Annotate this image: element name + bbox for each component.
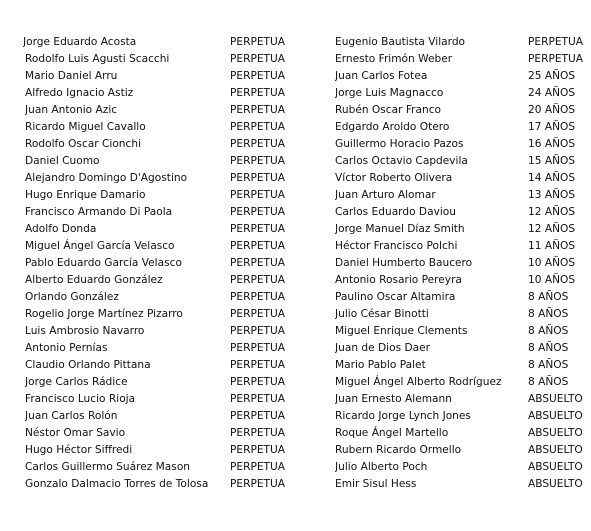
right-name: Antonio Rosario Pereyra [335, 274, 462, 286]
right-name: Roque Ángel Martello [335, 427, 449, 439]
right-name: Paulino Oscar Altamira [335, 291, 456, 303]
right-sentence: 10 AÑOS [528, 274, 576, 286]
left-name: Orlando González [25, 291, 119, 303]
left-sentence: PERPETUA [230, 53, 285, 65]
right-name: Guillermo Horacio Pazos [335, 138, 464, 150]
left-sentence: PERPETUA [230, 291, 285, 303]
left-name: Hugo Enrique Damario [25, 189, 146, 201]
table-row [0, 102, 591, 119]
table-row [0, 357, 591, 374]
left-sentence: PERPETUA [230, 206, 285, 218]
table-row [0, 51, 591, 68]
left-sentence: PERPETUA [230, 427, 285, 439]
left-name: Daniel Cuomo [25, 155, 100, 167]
left-sentence: PERPETUA [230, 138, 285, 150]
left-sentence: PERPETUA [230, 240, 285, 252]
right-sentence: 25 AÑOS [528, 70, 576, 82]
table-row [0, 187, 591, 204]
table-row [0, 442, 591, 459]
table-row [0, 221, 591, 238]
right-sentence: 16 AÑOS [528, 138, 576, 150]
right-name: Mario Pablo Palet [335, 359, 426, 371]
right-sentence: PERPETUA [528, 53, 583, 65]
right-sentence: 15 AÑOS [528, 155, 576, 167]
table-row [0, 170, 591, 187]
left-name: Francisco Lucio Rioja [25, 393, 136, 405]
right-sentence: 8 AÑOS [528, 376, 569, 388]
right-sentence: ABSUELTO [528, 427, 583, 439]
table-row [0, 85, 591, 102]
right-name: Rubén Oscar Franco [335, 104, 442, 116]
right-sentence: 8 AÑOS [528, 342, 569, 354]
left-name: Miguel Ángel García Velasco [25, 240, 175, 252]
left-name: Adolfo Donda [25, 223, 97, 235]
right-name: Juan Ernesto Alemann [335, 393, 452, 405]
left-name: Alberto Eduardo González [25, 274, 163, 286]
left-name: Rogelio Jorge Martínez Pizarro [25, 308, 183, 320]
right-sentence: 8 AÑOS [528, 291, 569, 303]
right-name: Juan de Dios Daer [335, 342, 431, 354]
left-name: Juan Antonio Azic [25, 104, 118, 116]
left-name: Pablo Eduardo García Velasco [25, 257, 182, 269]
left-name: Alejandro Domingo D'Agostino [25, 172, 188, 184]
right-name: Carlos Eduardo Daviou [335, 206, 456, 218]
right-name: Juan Carlos Fotea [335, 70, 428, 82]
left-sentence: PERPETUA [230, 155, 285, 167]
right-name: Miguel Enrique Clements [335, 325, 468, 337]
right-sentence: 11 AÑOS [528, 240, 576, 252]
table-row [0, 136, 591, 153]
left-name: Rodolfo Luis Agusti Scacchi [25, 53, 170, 65]
left-sentence: PERPETUA [230, 461, 285, 473]
left-sentence: PERPETUA [230, 87, 285, 99]
right-name: Rubern Ricardo Ormello [335, 444, 462, 456]
left-sentence: PERPETUA [230, 410, 285, 422]
left-sentence: PERPETUA [230, 359, 285, 371]
left-sentence: PERPETUA [230, 342, 285, 354]
right-sentence: ABSUELTO [528, 444, 583, 456]
left-sentence: PERPETUA [230, 308, 285, 320]
right-sentence: 14 AÑOS [528, 172, 576, 184]
left-name: Juan Carlos Rolón [25, 410, 118, 422]
right-sentence: 24 AÑOS [528, 87, 576, 99]
left-name: Néstor Omar Savio [25, 427, 126, 439]
left-name: Rodolfo Oscar Cionchi [25, 138, 142, 150]
right-name: Jorge Luis Magnacco [335, 87, 444, 99]
right-name: Emir Sisul Hess [335, 478, 417, 490]
right-sentence: ABSUELTO [528, 478, 583, 490]
table-row [0, 459, 591, 476]
right-name: Víctor Roberto Olivera [335, 172, 453, 184]
right-name: Jorge Manuel Díaz Smith [335, 223, 465, 235]
table-row [0, 204, 591, 221]
right-name: Ricardo Jorge Lynch Jones [335, 410, 471, 422]
left-sentence: PERPETUA [230, 478, 285, 490]
left-name: Mario Daniel Arru [25, 70, 118, 82]
right-sentence: PERPETUA [528, 36, 583, 48]
left-name: Alfredo Ignacio Astiz [25, 87, 134, 99]
right-sentence: ABSUELTO [528, 461, 583, 473]
table-row [0, 68, 591, 85]
left-name: Gonzalo Dalmacio Torres de Tolosa [25, 478, 209, 490]
right-sentence: 13 AÑOS [528, 189, 576, 201]
left-sentence: PERPETUA [230, 444, 285, 456]
table-row [0, 391, 591, 408]
left-sentence: PERPETUA [230, 274, 285, 286]
left-name: Jorge Eduardo Acosta [23, 36, 137, 48]
right-name: Edgardo Aroldo Otero [335, 121, 450, 133]
right-name: Miguel Ángel Alberto Rodríguez [335, 376, 502, 388]
left-name: Hugo Héctor Siffredi [25, 444, 133, 456]
right-name: Carlos Octavio Capdevila [335, 155, 468, 167]
table-row [0, 425, 591, 442]
left-name: Carlos Guillermo Suárez Mason [25, 461, 191, 473]
left-name: Jorge Carlos Rádice [25, 376, 128, 388]
left-name: Antonio Pernías [25, 342, 108, 354]
right-name: Julio Alberto Poch [335, 461, 428, 473]
table-row [0, 306, 591, 323]
right-sentence: 10 AÑOS [528, 257, 576, 269]
table-row [0, 289, 591, 306]
table-row [0, 408, 591, 425]
left-sentence: PERPETUA [230, 393, 285, 405]
left-sentence: PERPETUA [230, 104, 285, 116]
right-sentence: 8 AÑOS [528, 325, 569, 337]
table-row [0, 119, 591, 136]
left-name: Claudio Orlando Pittana [25, 359, 151, 371]
left-sentence: PERPETUA [230, 70, 285, 82]
table-row [0, 340, 591, 357]
table-row [0, 374, 591, 391]
table-row [0, 238, 591, 255]
left-sentence: PERPETUA [230, 189, 285, 201]
sentence-list [0, 34, 591, 493]
right-name: Eugenio Bautista Vilardo [335, 36, 466, 48]
left-sentence: PERPETUA [230, 325, 285, 337]
left-sentence: PERPETUA [230, 223, 285, 235]
right-sentence: 17 AÑOS [528, 121, 576, 133]
right-sentence: 12 AÑOS [528, 223, 576, 235]
left-sentence: PERPETUA [230, 376, 285, 388]
right-sentence: 8 AÑOS [528, 308, 569, 320]
right-sentence: 8 AÑOS [528, 359, 569, 371]
right-name: Ernesto Frimón Weber [335, 53, 453, 65]
table-row [0, 34, 591, 51]
right-sentence: ABSUELTO [528, 410, 583, 422]
right-name: Julio César Binotti [335, 308, 429, 320]
table-row [0, 153, 591, 170]
right-sentence: 12 AÑOS [528, 206, 576, 218]
right-name: Héctor Francisco Polchi [335, 240, 458, 252]
table-row [0, 476, 591, 493]
left-name: Ricardo Miguel Cavallo [25, 121, 146, 133]
left-sentence: PERPETUA [230, 257, 285, 269]
table-row [0, 255, 591, 272]
left-name: Luis Ambrosio Navarro [25, 325, 145, 337]
right-sentence: 20 AÑOS [528, 104, 576, 116]
left-sentence: PERPETUA [230, 172, 285, 184]
left-sentence: PERPETUA [230, 36, 285, 48]
right-sentence: ABSUELTO [528, 393, 583, 405]
right-name: Daniel Humberto Baucero [335, 257, 473, 269]
table-row [0, 323, 591, 340]
left-name: Francisco Armando Di Paola [25, 206, 173, 218]
right-name: Juan Arturo Alomar [335, 189, 436, 201]
left-sentence: PERPETUA [230, 121, 285, 133]
table-row [0, 272, 591, 289]
